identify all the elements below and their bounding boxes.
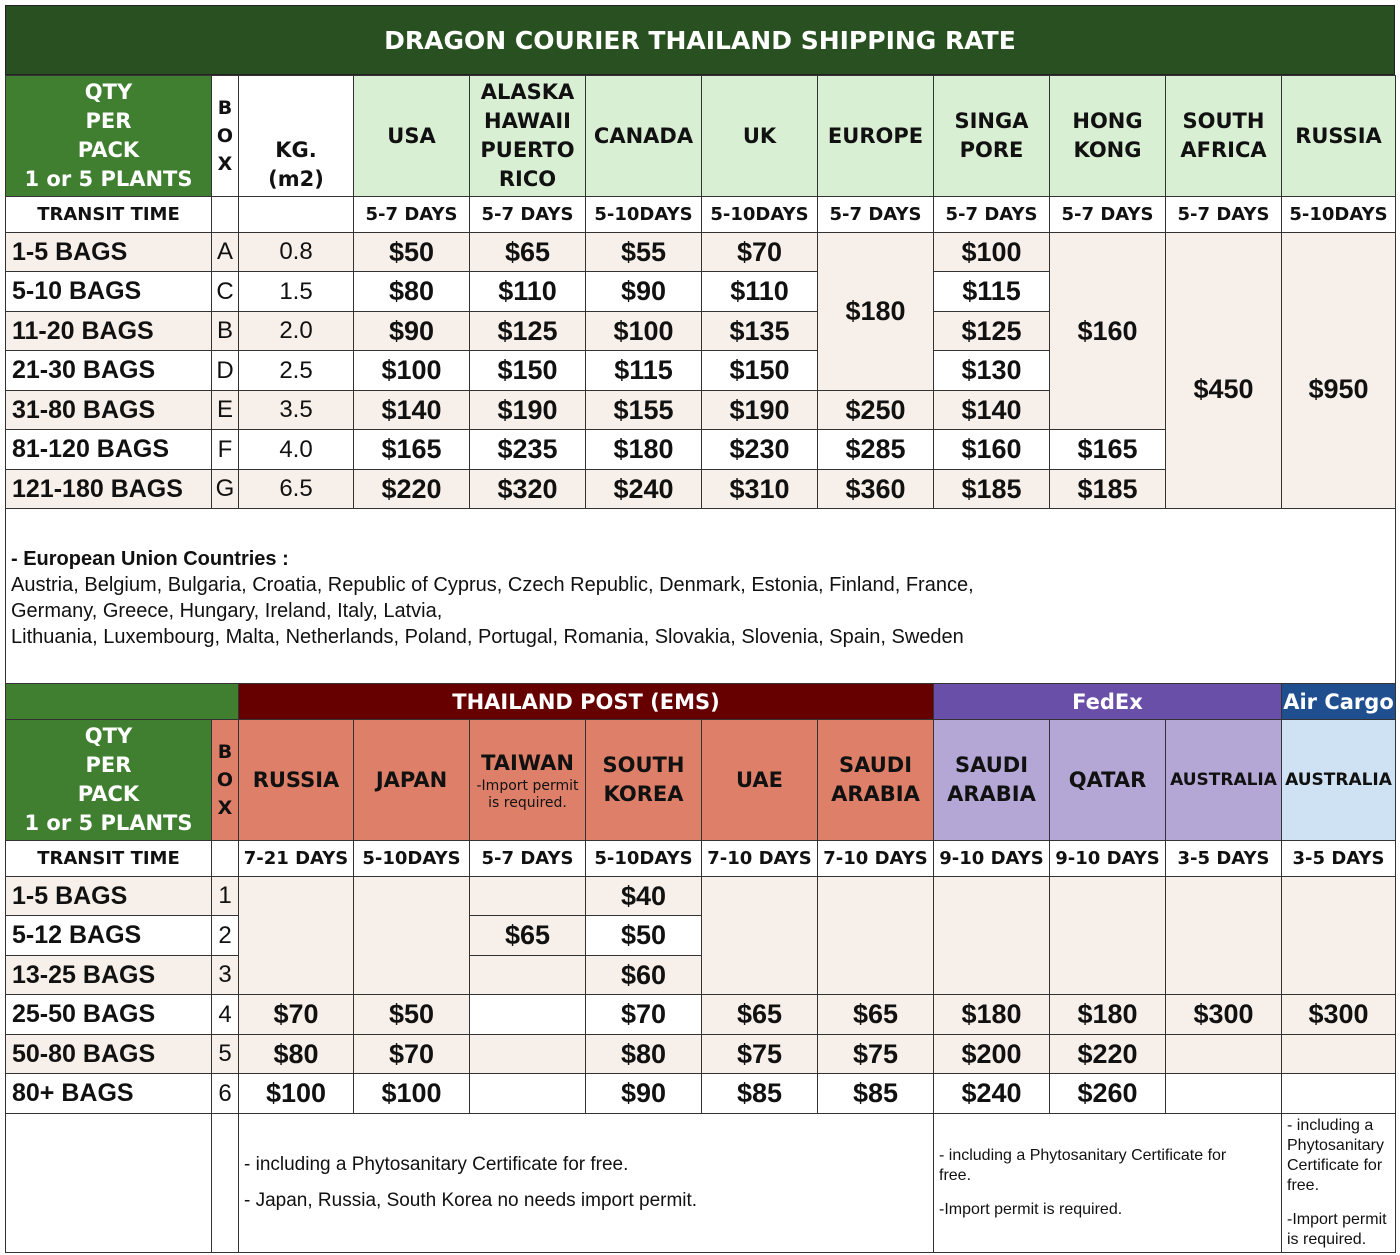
empty-cell xyxy=(470,1035,586,1074)
price-australia-fedex: $300 xyxy=(1166,995,1282,1035)
eu-note-line: Lithuania, Luxembourg, Malta, Netherlands, Poland, Portugal, Romania, Slovakia, Slovenia, Spain, Sweden xyxy=(11,625,964,648)
eu-note-line: Austria, Belgium, Bulgaria, Croatia, Republic of Cyprus, Czech Republic, Denmark, Estonia, Finland, France, xyxy=(11,573,974,596)
qty-label: 121-180 BAGS xyxy=(6,470,212,509)
price-saudi-fedex: $180 xyxy=(934,995,1050,1035)
transit-usa: 5-7 DAYS xyxy=(354,197,470,233)
empty-cell xyxy=(1166,877,1282,995)
price-russia-merged: $950 xyxy=(1282,233,1396,509)
box-code: F xyxy=(212,430,239,470)
empty-cell xyxy=(239,877,354,995)
empty-cell xyxy=(1282,877,1396,995)
price-canada: $115 xyxy=(586,351,702,391)
eu-note-heading: - European Union Countries : xyxy=(11,547,289,570)
dest-header-south-africa: SOUTH AFRICA xyxy=(1166,76,1282,197)
bottom-rate-table xyxy=(5,683,1396,1253)
empty-cell xyxy=(354,877,470,995)
table-row xyxy=(6,1074,1396,1114)
empty-cell xyxy=(702,877,818,995)
price-hong-kong-merged: $160 xyxy=(1050,233,1166,430)
dest-header-europe: EUROPE xyxy=(818,76,934,197)
transit-uk: 5-10DAYS xyxy=(702,197,818,233)
price-uk: $230 xyxy=(702,430,818,470)
price-usa: $50 xyxy=(354,233,470,272)
price-australia-air: $300 xyxy=(1282,995,1396,1035)
qty-label: 31-80 BAGS xyxy=(6,391,212,430)
ems-note-line: - including a Phytosanitary Certificate for free. xyxy=(244,1154,629,1175)
price-russia: $70 xyxy=(239,995,354,1035)
price-uk: $310 xyxy=(702,470,818,509)
price-alaska: $110 xyxy=(470,272,586,312)
empty-cell xyxy=(470,995,586,1035)
transit-qatar: 9-10 DAYS xyxy=(1050,841,1166,877)
kg-value: 2.5 xyxy=(239,351,354,391)
qty-per-pack-header: QTY PER PACK 1 or 5 PLANTS xyxy=(6,720,212,841)
price-europe: $360 xyxy=(818,470,934,509)
price-europe: $250 xyxy=(818,391,934,430)
price-canada: $180 xyxy=(586,430,702,470)
fedex-note-line: -Import permit is required. xyxy=(939,1201,1123,1218)
table-row xyxy=(6,877,1396,916)
transit-russia: 7-21 DAYS xyxy=(239,841,354,877)
price-alaska: $65 xyxy=(470,233,586,272)
table-row xyxy=(6,1035,1396,1074)
kg-value: 1.5 xyxy=(239,272,354,312)
price-usa: $100 xyxy=(354,351,470,391)
qty-label: 21-30 BAGS xyxy=(6,351,212,391)
dest-header-south-korea: SOUTH KOREA xyxy=(586,720,702,841)
empty-cell xyxy=(470,877,586,916)
air-cargo-banner: Air Cargo xyxy=(1282,684,1396,720)
price-uk: $70 xyxy=(702,233,818,272)
price-saudi-ems: $75 xyxy=(818,1035,934,1074)
ems-notes xyxy=(239,1114,934,1253)
price-hong-kong: $165 xyxy=(1050,430,1166,470)
price-russia: $100 xyxy=(239,1074,354,1114)
air-cargo-notes xyxy=(1282,1114,1396,1253)
price-alaska: $235 xyxy=(470,430,586,470)
fedex-note-line: - including a Phytosanitary Certificate for free. xyxy=(939,1147,1227,1184)
transit-south-korea: 5-10DAYS xyxy=(586,841,702,877)
price-uae: $65 xyxy=(702,995,818,1035)
price-europe: $285 xyxy=(818,430,934,470)
empty-cell xyxy=(1282,1074,1396,1114)
transit-russia: 5-10DAYS xyxy=(1282,197,1396,233)
price-canada: $55 xyxy=(586,233,702,272)
price-taiwan-merged: $65 xyxy=(470,916,586,956)
transit-south-africa: 5-7 DAYS xyxy=(1166,197,1282,233)
kg-value: 3.5 xyxy=(239,391,354,430)
price-japan: $100 xyxy=(354,1074,470,1114)
price-japan: $70 xyxy=(354,1035,470,1074)
price-canada: $155 xyxy=(586,391,702,430)
transit-australia-fedex: 3-5 DAYS xyxy=(1166,841,1282,877)
qty-label: 1-5 BAGS xyxy=(6,233,212,272)
price-hong-kong: $185 xyxy=(1050,470,1166,509)
box-code: 6 xyxy=(212,1074,239,1114)
transit-time-label: TRANSIT TIME xyxy=(6,197,212,233)
qty-label: 5-10 BAGS xyxy=(6,272,212,312)
transit-taiwan: 5-7 DAYS xyxy=(470,841,586,877)
empty-cell xyxy=(212,1114,239,1253)
empty-cell xyxy=(470,1074,586,1114)
empty-cell xyxy=(1050,877,1166,995)
table-row xyxy=(6,233,1396,272)
box-code: 1 xyxy=(212,877,239,916)
price-usa: $90 xyxy=(354,312,470,351)
kg-value: 0.8 xyxy=(239,233,354,272)
price-alaska: $125 xyxy=(470,312,586,351)
kg-value: 4.0 xyxy=(239,430,354,470)
dest-header-uk: UK xyxy=(702,76,818,197)
price-alaska: $190 xyxy=(470,391,586,430)
transit-canada: 5-10DAYS xyxy=(586,197,702,233)
price-canada: $100 xyxy=(586,312,702,351)
eu-note-line: Germany, Greece, Hungary, Ireland, Italy, Latvia, xyxy=(11,599,443,622)
price-uk: $110 xyxy=(702,272,818,312)
kg-header: KG. (m2) xyxy=(239,76,354,197)
qty-label: 81-120 BAGS xyxy=(6,430,212,470)
price-saudi-fedex: $240 xyxy=(934,1074,1050,1114)
qty-label: 11-20 BAGS xyxy=(6,312,212,351)
price-saudi-ems: $65 xyxy=(818,995,934,1035)
box-code: 5 xyxy=(212,1035,239,1074)
price-south-korea: $60 xyxy=(586,956,702,995)
price-uk: $150 xyxy=(702,351,818,391)
fedex-notes xyxy=(934,1114,1282,1253)
dest-header-russia: RUSSIA xyxy=(1282,76,1396,197)
qty-label: 1-5 BAGS xyxy=(6,877,212,916)
price-qatar: $220 xyxy=(1050,1035,1166,1074)
price-alaska: $150 xyxy=(470,351,586,391)
box-code: A xyxy=(212,233,239,272)
price-usa: $220 xyxy=(354,470,470,509)
transit-europe: 5-7 DAYS xyxy=(818,197,934,233)
price-uae: $85 xyxy=(702,1074,818,1114)
dest-header-australia-fedex: AUSTRALIA xyxy=(1166,720,1282,841)
dest-header-japan: JAPAN xyxy=(354,720,470,841)
price-uk: $190 xyxy=(702,391,818,430)
qty-label: 50-80 BAGS xyxy=(6,1035,212,1074)
dest-header-australia-air: AUSTRALIA xyxy=(1282,720,1396,841)
price-usa: $80 xyxy=(354,272,470,312)
transit-saudi-fedex: 9-10 DAYS xyxy=(934,841,1050,877)
price-south-africa-merged: $450 xyxy=(1166,233,1282,509)
green-corner xyxy=(6,684,239,720)
price-europe-merged: $180 xyxy=(818,233,934,391)
dest-header-singapore: SINGA PORE xyxy=(934,76,1050,197)
empty-cell xyxy=(1282,1035,1396,1074)
qty-per-pack-header: QTY PER PACK 1 or 5 PLANTS xyxy=(6,76,212,197)
price-alaska: $320 xyxy=(470,470,586,509)
dest-header-alaska-hawaii-puerto-rico: ALASKA HAWAII PUERTO RICO xyxy=(470,76,586,197)
dest-header-uae: UAE xyxy=(702,720,818,841)
qty-label: 13-25 BAGS xyxy=(6,956,212,995)
price-south-korea: $80 xyxy=(586,1035,702,1074)
price-russia: $80 xyxy=(239,1035,354,1074)
price-japan: $50 xyxy=(354,995,470,1035)
box-code: 4 xyxy=(212,995,239,1035)
table-row xyxy=(6,995,1396,1035)
price-south-korea: $40 xyxy=(586,877,702,916)
dest-header-taiwan: TAIWAN -Import permit is required. xyxy=(470,720,586,841)
price-canada: $240 xyxy=(586,470,702,509)
qty-label: 80+ BAGS xyxy=(6,1074,212,1114)
eu-countries-note xyxy=(6,509,1396,687)
transit-saudi-ems: 7-10 DAYS xyxy=(818,841,934,877)
box-code: C xyxy=(212,272,239,312)
qty-label: 25-50 BAGS xyxy=(6,995,212,1035)
price-qatar: $180 xyxy=(1050,995,1166,1035)
kg-value: 2.0 xyxy=(239,312,354,351)
price-singapore: $125 xyxy=(934,312,1050,351)
price-qatar: $260 xyxy=(1050,1074,1166,1114)
empty-cell xyxy=(470,956,586,995)
price-singapore: $100 xyxy=(934,233,1050,272)
price-singapore: $160 xyxy=(934,430,1050,470)
price-canada: $90 xyxy=(586,272,702,312)
price-south-korea: $70 xyxy=(586,995,702,1035)
ems-banner: THAILAND POST (EMS) xyxy=(239,684,934,720)
transit-uae: 7-10 DAYS xyxy=(702,841,818,877)
box-code: E xyxy=(212,391,239,430)
box-code: D xyxy=(212,351,239,391)
dest-header-saudi-arabia-fedex: SAUDI ARABIA xyxy=(934,720,1050,841)
price-singapore: $185 xyxy=(934,470,1050,509)
empty-cell xyxy=(1166,1035,1282,1074)
dest-header-usa: USA xyxy=(354,76,470,197)
box-code: 2 xyxy=(212,916,239,956)
taiwan-permit-note: -Import permit is required. xyxy=(476,777,579,811)
transit-alaska: 5-7 DAYS xyxy=(470,197,586,233)
transit-australia-air: 3-5 DAYS xyxy=(1282,841,1396,877)
price-singapore: $130 xyxy=(934,351,1050,391)
price-usa: $165 xyxy=(354,430,470,470)
price-south-korea: $90 xyxy=(586,1074,702,1114)
empty-cell xyxy=(934,877,1050,995)
box-code: 3 xyxy=(212,956,239,995)
box-header: B O X xyxy=(212,720,239,841)
dest-header-russia: RUSSIA xyxy=(239,720,354,841)
transit-time-label: TRANSIT TIME xyxy=(6,841,212,877)
price-uae: $75 xyxy=(702,1035,818,1074)
price-usa: $140 xyxy=(354,391,470,430)
air-note-line: -Import permit is required. xyxy=(1287,1211,1387,1248)
empty-cell xyxy=(1166,1074,1282,1114)
top-rate-table xyxy=(5,75,1396,687)
sheet-title: DRAGON COURIER THAILAND SHIPPING RATE xyxy=(5,5,1395,75)
transit-hong-kong: 5-7 DAYS xyxy=(1050,197,1166,233)
empty-cell xyxy=(6,1114,212,1253)
fedex-banner: FedEx xyxy=(934,684,1282,720)
box-code: G xyxy=(212,470,239,509)
price-south-korea: $50 xyxy=(586,916,702,956)
price-singapore: $115 xyxy=(934,272,1050,312)
air-note-line: - including a Phytosanitary Certificate for free. xyxy=(1287,1117,1384,1194)
price-uk: $135 xyxy=(702,312,818,351)
dest-header-hong-kong: HONG KONG xyxy=(1050,76,1166,197)
ems-note-line: - Japan, Russia, South Korea no needs import permit. xyxy=(244,1190,698,1211)
price-saudi-fedex: $200 xyxy=(934,1035,1050,1074)
transit-singapore: 5-7 DAYS xyxy=(934,197,1050,233)
box-code: B xyxy=(212,312,239,351)
price-saudi-ems: $85 xyxy=(818,1074,934,1114)
kg-value: 6.5 xyxy=(239,470,354,509)
box-header: B O X xyxy=(212,76,239,197)
qty-label: 5-12 BAGS xyxy=(6,916,212,956)
dest-header-qatar: QATAR xyxy=(1050,720,1166,841)
dest-header-canada: CANADA xyxy=(586,76,702,197)
price-singapore: $140 xyxy=(934,391,1050,430)
empty-cell xyxy=(818,877,934,995)
transit-japan: 5-10DAYS xyxy=(354,841,470,877)
dest-header-saudi-arabia-ems: SAUDI ARABIA xyxy=(818,720,934,841)
